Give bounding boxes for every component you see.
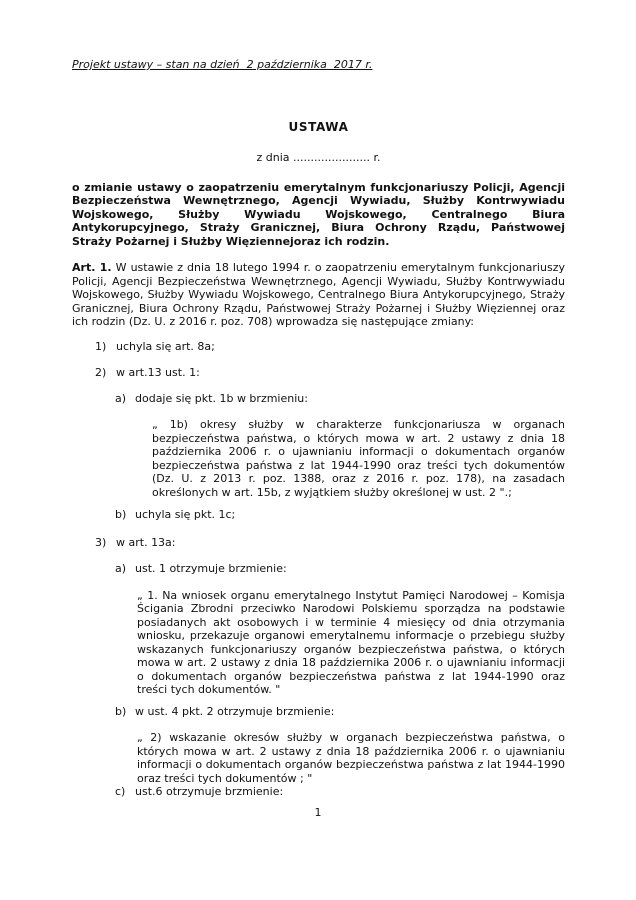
item-marker: b) — [115, 704, 127, 718]
document-header: Projekt ustawy – stan na dzień 2 października 2017 r. — [72, 58, 373, 71]
item-marker: c) — [115, 785, 126, 798]
amendment-item-2 — [95, 366, 565, 380]
item-text: w art. 13a: — [116, 535, 176, 549]
amendment-item-1 — [95, 340, 565, 354]
page-number: 1 — [314, 806, 322, 819]
amendment-item-3b — [115, 705, 565, 719]
item-text: ust.6 otrzymuje brzmienie: — [135, 785, 284, 798]
amendment-item-2a — [115, 392, 565, 406]
amendment-item-2b — [115, 508, 565, 522]
quoted-provision-pkt2: „ 2) wskazanie okresów służby w organach bezpieczeństwa państwa, o których mowa w art. 2 ustawy z dnia 18 października 2006 r. o ujawnianiu informacji o dokumentach organów bezpieczeństwa państwa z lat 1944-1990 oraz treści tych dokumentów ; " — [137, 731, 565, 785]
article-1-text: W ustawie z dnia 18 lutego 1994 r. o zaopatrzeniu emerytalnym funkcjonariuszy Policji, Agencji Bezpieczeństwa Wewnętrznego, Agencji Wywiadu, Służby Kontrwywiadu Wojskowego, Służby Wywiadu Wojskowego, Centralnego Biura Antykorupcyjnego, Straży Granicznej, Biura Ochrony Rządu, Państwowej Straży Pożarnej i Służby Więziennej oraz ich rodzin (Dz. U. z 2016 r. poz. 708) wprowadza się następujące zmiany: — [72, 261, 565, 328]
item-text: uchyla się art. 8a; — [116, 339, 215, 353]
item-text: ust. 1 otrzymuje brzmienie: — [135, 562, 287, 575]
amendment-item-3a — [115, 562, 565, 576]
item-text: w art.13 ust. 1: — [116, 366, 200, 379]
item-marker: b) — [115, 508, 127, 521]
item-text: w ust. 4 pkt. 2 otrzymuje brzmienie: — [135, 704, 335, 718]
item-marker: a) — [115, 391, 127, 405]
item-marker: a) — [115, 562, 127, 575]
item-text: uchyla się pkt. 1c; — [135, 508, 236, 521]
article-1-label: Art. 1. — [72, 261, 112, 274]
date-line: z dnia ...................... r. — [256, 151, 381, 164]
article-1-paragraph — [72, 261, 565, 329]
amendment-item-3c — [115, 785, 565, 799]
amendment-item-3 — [95, 536, 565, 550]
item-marker: 1) — [95, 339, 107, 353]
quoted-provision-1b: „ 1b) okresy służby w charakterze funkcjonariusza w organach bezpieczeństwa państwa, o których mowa w art. 2 ustawy z dnia 18 października 2006 r. o ujawnianiu informacji o dokumentach organów bezpieczeństwa państwa z lat 1944-1990 oraz treści tych dokumentów (Dz. U. z 2013 r. poz. 1388, oraz z 2016 r. poz. 178), na zasadach określonych w art. 15b, z wyjątkiem służby określonej w ust. 2 ".; — [152, 418, 565, 499]
item-marker: 3) — [95, 535, 107, 549]
item-marker: 2) — [95, 366, 107, 379]
item-text: dodaje się pkt. 1b w brzmieniu: — [135, 391, 308, 405]
subject-paragraph: o zmianie ustawy o zaopatrzeniu emerytalnym funkcjonariuszy Policji, Agencji Bezpieczeństwa Wewnętrznego, Agencji Wywiadu, Służby Kontrwywiadu Wojskowego, Służby Wywiadu Wojskowego, Centralnego Biura Antykorupcyjnego, Straży Granicznej, Biura Ochrony Rządu, Państwowej Straży Pożarnej i Służby Więziennejoraz ich rodzin. — [72, 180, 565, 248]
quoted-provision-ust1: „ 1. Na wniosek organu emerytalnego Instytut Pamięci Narodowej – Komisja Ścigania Zbrodni przeciwko Narodowi Polskiemu sporządza na podstawie posiadanych akt osobowych i w terminie 4 miesięcy od dnia otrzymania wniosku, przekazuje organowi emerytalnemu informacje o przebiegu służby wskazanych funkcjonariuszy organów bezpieczeństwa państwa, o których mowa w art. 2 ustawy z dnia 18 października 2006 r. o ujawnianiu informacji o dokumentach organów bezpieczeństwa państwa z lat 1944-1990 oraz treści tych dokumentów. " — [137, 588, 565, 696]
document-title: USTAWA — [288, 119, 349, 134]
